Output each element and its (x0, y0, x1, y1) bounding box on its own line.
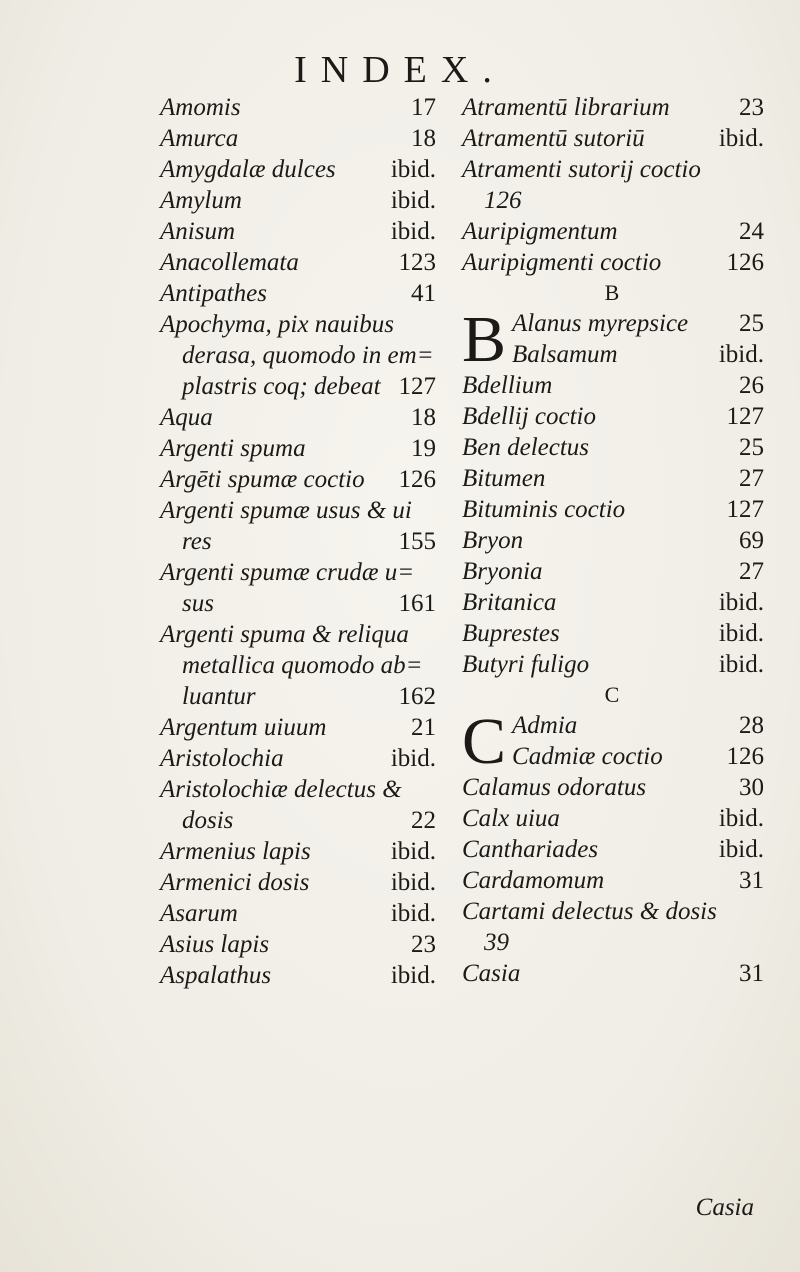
entry-page: 41 (411, 280, 436, 307)
index-entry (160, 712, 440, 743)
entry-page: 27 (739, 465, 764, 492)
entry-name: Argenti spuma & reliqua (160, 621, 409, 648)
index-entry (462, 587, 768, 618)
entry-name: Argenti spuma (160, 435, 306, 462)
index-entry (160, 154, 440, 185)
entry-name: metallica quomodo ab= (182, 652, 423, 679)
entry-page: 19 (411, 435, 436, 462)
entry-name: Asarum (160, 900, 238, 927)
index-entry (462, 958, 768, 989)
c-entries (462, 705, 768, 989)
index-entry (462, 92, 768, 123)
entry-name: Atramenti sutorij coctio (462, 156, 701, 183)
entry-name: Amylum (160, 187, 242, 214)
entry-name: Argenti spumæ crudæ u= (160, 559, 415, 586)
entry-name: Cardamomum (462, 867, 605, 894)
entry-page: 30 (739, 774, 764, 801)
entry-name: Ben delectus (462, 434, 590, 461)
index-entry (160, 743, 440, 774)
index-entry (160, 867, 440, 898)
index-entry (160, 774, 440, 805)
index-entry (462, 123, 768, 154)
entry-page: 18 (411, 125, 436, 152)
index-entry (160, 433, 440, 464)
index-entry (160, 247, 440, 278)
drop-cap-c: C (462, 705, 507, 778)
entry-name: Bryon (462, 527, 524, 554)
entry-name: Cadmiæ coctio (512, 743, 663, 770)
entry-name: Argentum uiuum (160, 714, 327, 741)
entry-name: 126 (484, 187, 522, 214)
entry-page: 127 (726, 496, 764, 523)
entry-page: 127 (726, 403, 764, 430)
entry-page: 155 (398, 528, 436, 555)
entry-name: Auripigmenti coctio (462, 249, 662, 276)
index-entry (462, 556, 768, 587)
entry-page: 127 (398, 373, 436, 400)
entry-page: ibid. (390, 838, 436, 865)
index-entry (160, 340, 440, 371)
index-entry (160, 278, 440, 309)
entry-name: Anisum (160, 218, 235, 245)
index-entry (462, 185, 768, 216)
index-entry (160, 650, 440, 681)
entry-name: Atramentū librarium (462, 94, 670, 121)
entry-page: ibid. (718, 620, 764, 647)
entry-page: 25 (739, 310, 764, 337)
entry-name: Anacollemata (160, 249, 299, 276)
entry-name: Armenici dosis (160, 869, 310, 896)
entry-name: Amurca (160, 125, 239, 152)
catchword: Casia (695, 1194, 754, 1221)
entry-name: Aspalathus (160, 962, 272, 989)
index-entry (462, 370, 768, 401)
index-entry (462, 741, 768, 772)
entry-page: ibid. (390, 962, 436, 989)
index-entry (462, 618, 768, 649)
entry-name: Amomis (160, 94, 241, 121)
index-entry (462, 710, 768, 741)
entry-name: Apochyma, pix nauibus (160, 311, 394, 338)
index-entry (462, 247, 768, 278)
section-b (462, 303, 768, 680)
entry-name: dosis (182, 807, 234, 834)
entry-name: Aqua (160, 404, 213, 431)
entry-name: Admia (512, 712, 578, 739)
index-entry (160, 557, 440, 588)
entry-name: derasa, quomodo in em= (182, 342, 434, 369)
entry-name: Aristolochiæ delectus & (160, 776, 402, 803)
index-entry (462, 927, 768, 958)
a-continued-entries (462, 92, 768, 278)
entry-name: Balsamum (512, 341, 618, 368)
entry-name: Canthariades (462, 836, 599, 863)
entry-page: 162 (398, 683, 436, 710)
entry-name: Bryonia (462, 558, 543, 585)
drop-cap-b: B (462, 303, 507, 376)
entry-name: Buprestes (462, 620, 560, 647)
entry-name: Argenti spumæ usus & ui (160, 497, 412, 524)
entry-page: 26 (739, 372, 764, 399)
section-letter-c: C (604, 682, 620, 707)
entry-page: 18 (411, 404, 436, 431)
entry-page: 24 (739, 218, 764, 245)
entry-page: 31 (739, 867, 764, 894)
entry-name: Bitumen (462, 465, 546, 492)
index-entry (160, 836, 440, 867)
entry-page: ibid. (718, 589, 764, 616)
entry-name: Cartami delectus & dosis (462, 898, 717, 925)
entry-page: ibid. (718, 805, 764, 832)
entry-page: ibid. (390, 156, 436, 183)
index-entry (160, 960, 440, 991)
b-entries (462, 303, 768, 680)
section-letter-b: B (604, 280, 620, 305)
entry-name: plastris coq; debeat (182, 373, 381, 400)
index-entry (462, 865, 768, 896)
entry-name: luantur (182, 683, 256, 710)
index-entry (462, 649, 768, 680)
entry-page: ibid. (390, 869, 436, 896)
index-entry (160, 402, 440, 433)
entry-name: res (182, 528, 212, 555)
entry-name: Calamus odoratus (462, 774, 647, 801)
entry-page: 27 (739, 558, 764, 585)
index-entry (160, 92, 440, 123)
entry-name: Butyri fuligo (462, 651, 590, 678)
index-entry (462, 339, 768, 370)
entry-name: Bdellij coctio (462, 403, 596, 430)
entry-name: Armenius lapis (160, 838, 311, 865)
entry-page: 69 (739, 527, 764, 554)
entry-page: 123 (398, 249, 436, 276)
index-entry (160, 123, 440, 154)
index-entry (462, 803, 768, 834)
index-entry (462, 308, 768, 339)
index-entry (462, 463, 768, 494)
entry-name: Alanus myrepsice (512, 310, 689, 337)
index-entry (462, 525, 768, 556)
index-entry (160, 929, 440, 960)
index-entry (160, 619, 440, 650)
entry-page: 17 (411, 94, 436, 121)
entry-page: ibid. (390, 900, 436, 927)
entry-page: ibid. (390, 187, 436, 214)
index-entry (160, 681, 440, 712)
entry-name: Aristolochia (160, 745, 284, 772)
section-c (462, 705, 768, 989)
index-entry (160, 495, 440, 526)
entry-page: 161 (398, 590, 436, 617)
index-entry (160, 588, 440, 619)
index-entry (462, 834, 768, 865)
entry-page: ibid. (718, 341, 764, 368)
entry-name: Antipathes (160, 280, 267, 307)
index-entry (160, 526, 440, 557)
entry-page: ibid. (718, 836, 764, 863)
entry-name: Asius lapis (160, 931, 270, 958)
right-column (462, 92, 768, 989)
entry-name: Auripigmentum (462, 218, 618, 245)
index-entry (462, 432, 768, 463)
entry-page: 21 (411, 714, 436, 741)
index-entry (462, 772, 768, 803)
entry-name: Amygdalæ dulces (160, 156, 336, 183)
entry-name: Atramentū sutoriū (462, 125, 645, 152)
entry-page: 126 (726, 743, 764, 770)
entry-name: Calx uiua (462, 805, 560, 832)
entry-page: 23 (739, 94, 764, 121)
entry-page: ibid. (390, 218, 436, 245)
entry-name: Bituminis coctio (462, 496, 626, 523)
index-entry (160, 216, 440, 247)
index-entry (462, 896, 768, 927)
entry-name: Britanica (462, 589, 557, 616)
entry-name: Casia (462, 960, 521, 987)
entry-page: ibid. (718, 125, 764, 152)
index-entry (160, 185, 440, 216)
index-entry (160, 805, 440, 836)
page-header: INDEX. (294, 49, 506, 91)
index-entry (462, 154, 768, 185)
index-entry (462, 401, 768, 432)
index-entry (160, 309, 440, 340)
entry-page: 28 (739, 712, 764, 739)
entry-page: 31 (739, 960, 764, 987)
index-entry (462, 494, 768, 525)
entry-page: ibid. (718, 651, 764, 678)
entry-name: 39 (484, 929, 509, 956)
index-entry (160, 898, 440, 929)
entry-page: 22 (411, 807, 436, 834)
index-entry (160, 464, 440, 495)
left-column (160, 92, 440, 991)
index-entry (160, 371, 440, 402)
entry-name: Argēti spumæ coctio (160, 466, 365, 493)
entry-page: 126 (398, 466, 436, 493)
entry-name: sus (182, 590, 214, 617)
entry-page: 126 (726, 249, 764, 276)
entry-page: 25 (739, 434, 764, 461)
entry-page: ibid. (390, 745, 436, 772)
index-entry (462, 216, 768, 247)
entry-name: Bdellium (462, 372, 553, 399)
entry-page: 23 (411, 931, 436, 958)
